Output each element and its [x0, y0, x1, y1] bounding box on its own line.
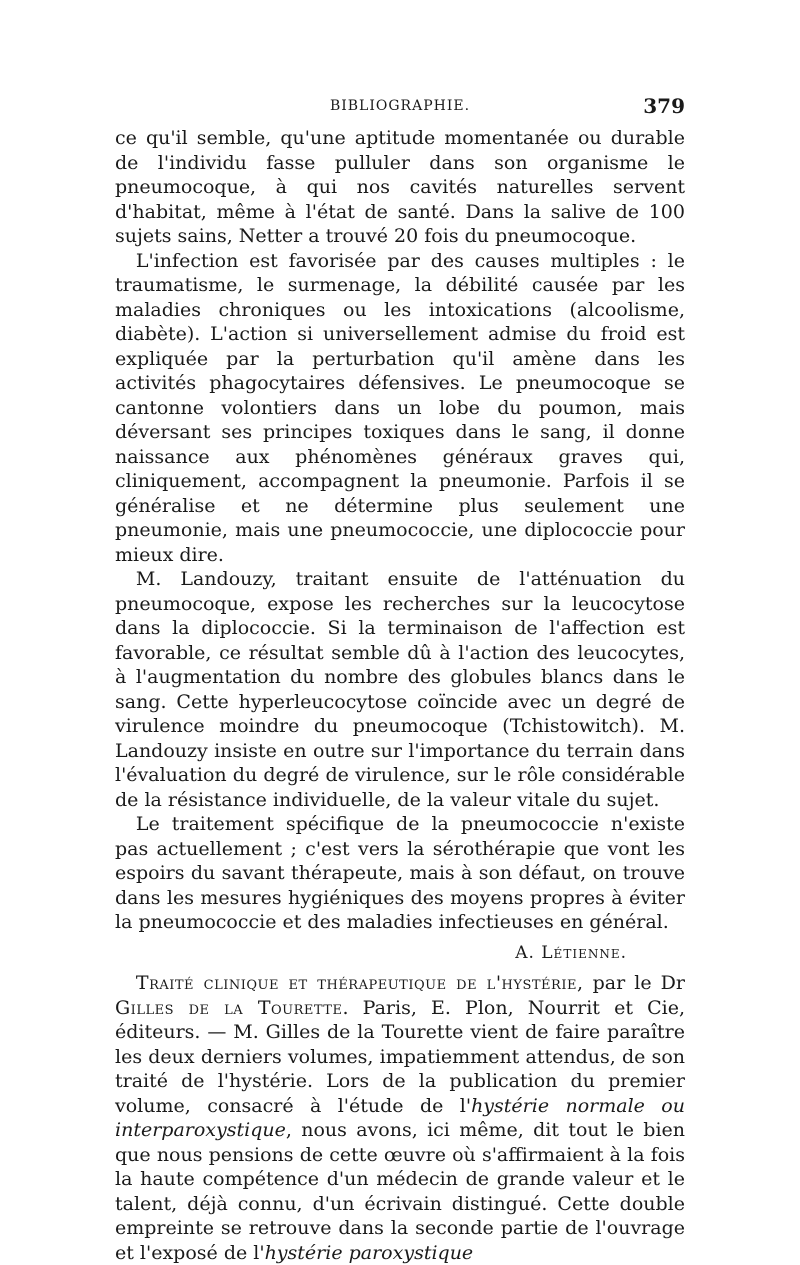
page-header	[115, 94, 685, 124]
paragraph-3: M. Landouzy, traitant ensuite de l'atténuation du pneumocoque, expose les recherches sur la leucocytose dans la diplococcie. Si la terminaison de l'affection est favorable, ce résultat semble dû à l'action des leucocytes, à l'augmentation du nombre des globules blancs dans le sang. Cette hyperleucocytose coïncide avec un degré de virulence moindre du pneumocoque (Tchistowitch). M. Landouzy insiste en outre sur l'importance du terrain dans l'évaluation du degré de virulence, sur le rôle considérable de la résistance individuelle, de la valeur vitale du sujet.	[115, 568, 685, 811]
review-by: par le	[583, 972, 661, 994]
italic-term-1: hystérie normale ou interparoxystique	[115, 1094, 685, 1141]
running-head: BIBLIOGRAPHIE.	[329, 98, 471, 114]
italic-term-2: hystérie paroxystique	[264, 1241, 474, 1264]
paragraph-1: ce qu'il semble, qu'une aptitude momentanée ou durable de l'individu fasse pulluler dans son organisme le pneumocoque, à qui nos cavités naturelles servent d'habitat, même à l'état de santé. Dans la salive de 100 sujets sains, Netter a trouvé 20 fois du pneumocoque.	[115, 127, 685, 247]
review-title: Traité clinique et thérapeutique de l'hystérie,	[135, 972, 584, 994]
paragraph-2: L'infection est favorisée par des causes multiples : le traumatisme, le surmenage, la débilité causée par les maladies chroniques ou les intoxications (alcoolisme, diabète). L'action si universellement admise du froid est expliquée par la perturbation qu'il amène dans les activités phagocytaires défensives. Le pneumocoque se cantonne volontiers dans un lobe du poumon, mais déversant ses principes toxiques dans le sang, il donne naissance aux phénomènes généraux graves qui, cliniquement, accompagnent la pneumonie. Parfois il se généralise et ne détermine plus seulement une pneumonie, mais une pneumococcie, une diplococcie pour mieux dire.	[115, 249, 685, 566]
body-text	[115, 126, 685, 1265]
review-publication: . Paris, E. Plon, Nourrit et Cie, éditeurs. — M. Gilles de la Tourette vient de faire paraître les deux derniers volumes, impatiemment attendus, de son traité de l'hystérie. Lors de la publication du premier volume, consacré à l'étude de l'	[115, 996, 685, 1117]
page-number: 379	[643, 94, 685, 118]
paragraph-4: Le traitement spécifique de la pneumococcie n'existe pas actuellement ; c'est vers la sérothérapie que vont les espoirs du savant thérapeute, mais à son défaut, on trouve dans les mesures hygiéniques des moyens propres à éviter la pneumococcie et des maladies infectieuses en général.	[115, 813, 685, 933]
review-paragraph	[115, 971, 685, 1265]
doctor-abbrev: Dr	[660, 972, 685, 994]
author-signature: A. Létienne.	[515, 942, 627, 963]
review-author: Gilles de la Tourette	[115, 996, 343, 1019]
review-text: , nous avons, ici même, dit tout le bien que nous pensions de cette œuvre où s'affirmaient à la fois la haute compétence d'un médecin de grande valeur et le talent, déjà connu, d'un écrivain distingué. Cette double empreinte se retrouve dans la seconde partie de l'ouvrage et l'exposé de l'	[115, 1119, 685, 1264]
